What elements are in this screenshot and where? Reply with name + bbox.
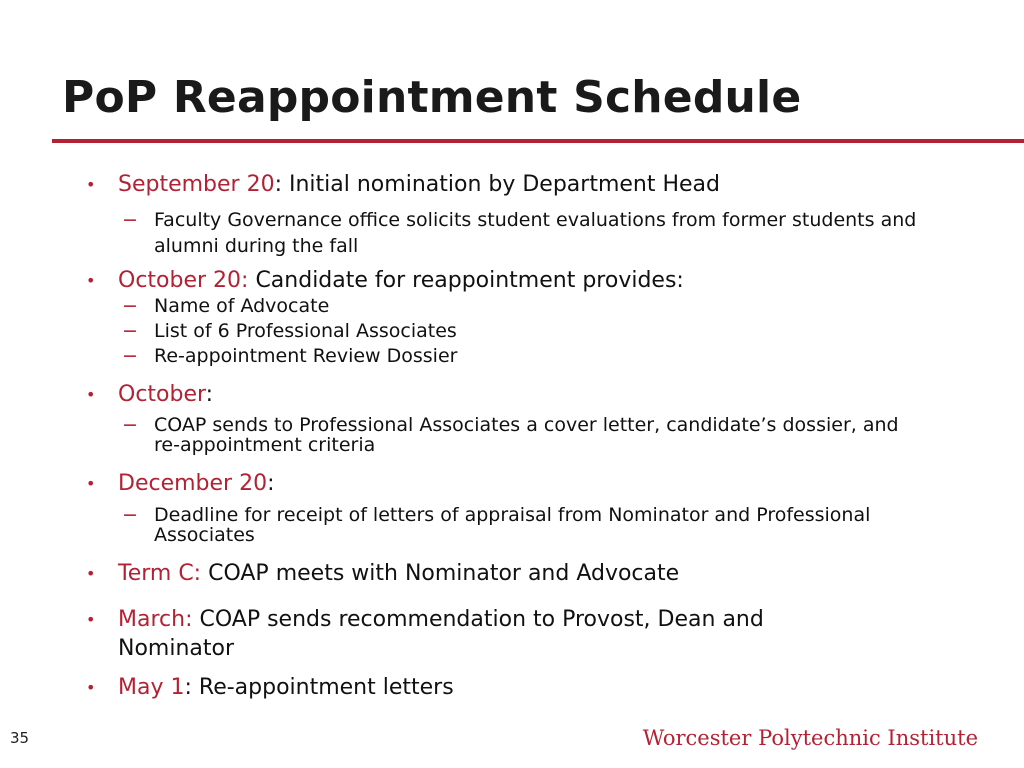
- bullet-item: [86, 380, 878, 409]
- bullet-date-label: Term C:: [118, 561, 202, 586]
- bullet-text: COAP sends recommendation to Provost, Dean and Nominator: [118, 607, 764, 661]
- bullet-item: [86, 673, 878, 702]
- bullet-item: [86, 559, 878, 588]
- title-divider: [52, 139, 1024, 143]
- bullet-date-label: March:: [118, 607, 193, 632]
- bullet-text: : Initial nomination by Department Head: [274, 172, 720, 197]
- dash-icon: −: [122, 414, 138, 436]
- dash-icon: −: [122, 295, 138, 317]
- dash-icon: −: [122, 320, 138, 342]
- dash-icon: −: [122, 345, 138, 367]
- bullet-text: :: [267, 471, 275, 496]
- bullet-text: Candidate for reappointment provides:: [248, 268, 684, 293]
- bullet-dot-icon: •: [86, 474, 96, 493]
- sub-item-text: List of 6 Professional Associates: [154, 320, 457, 342]
- bullet-dot-icon: •: [86, 385, 96, 404]
- bullet-date-label: December 20: [118, 471, 268, 496]
- bullet-text: : Re-appointment letters: [184, 675, 454, 700]
- bullet-text: COAP meets with Nominator and Advocate: [201, 561, 680, 586]
- sub-item-text: Re-appointment Review Dossier: [154, 345, 458, 367]
- bullet-dot-icon: •: [86, 610, 96, 629]
- footer-institution-name: Worcester Polytechnic Institute: [642, 726, 978, 750]
- sub-item-text: COAP sends to Professional Associates a cover letter, candidate’s dossier, and re-appointment criteria: [154, 414, 899, 456]
- bullet-text: :: [205, 382, 214, 407]
- bullet-item: [86, 469, 878, 498]
- bullet-dot-icon: •: [86, 271, 96, 290]
- bullet-dot-icon: •: [86, 564, 96, 583]
- bullet-date-label: October 20:: [118, 268, 249, 293]
- sub-item: [122, 504, 924, 546]
- sub-item: [122, 345, 924, 367]
- bullet-date-label: September 20: [118, 172, 275, 197]
- sub-item-text: Deadline for receipt of letters of appraisal from Nominator and Professional Associates: [154, 504, 871, 546]
- bullet-dot-icon: •: [86, 175, 96, 194]
- bullet-dot-icon: •: [86, 678, 96, 697]
- sub-item: [122, 207, 924, 259]
- bullet-date-label: October: [118, 382, 206, 407]
- page-number: 35: [10, 729, 30, 747]
- bullet-item: [86, 170, 878, 199]
- bullet-date-label: May 1: [118, 675, 185, 700]
- bullet-item: [86, 605, 878, 663]
- sub-item: [122, 295, 924, 317]
- sub-item-text: Faculty Governance office solicits student evaluations from former students and alumni during the fall: [154, 209, 917, 257]
- dash-icon: −: [122, 209, 138, 231]
- bullet-item: [86, 266, 878, 295]
- sub-item-text: Name of Advocate: [154, 295, 330, 317]
- slide-title: PoP Reappointment Schedule: [62, 72, 802, 123]
- sub-item: [122, 414, 924, 456]
- dash-icon: −: [122, 504, 138, 526]
- sub-item: [122, 320, 924, 342]
